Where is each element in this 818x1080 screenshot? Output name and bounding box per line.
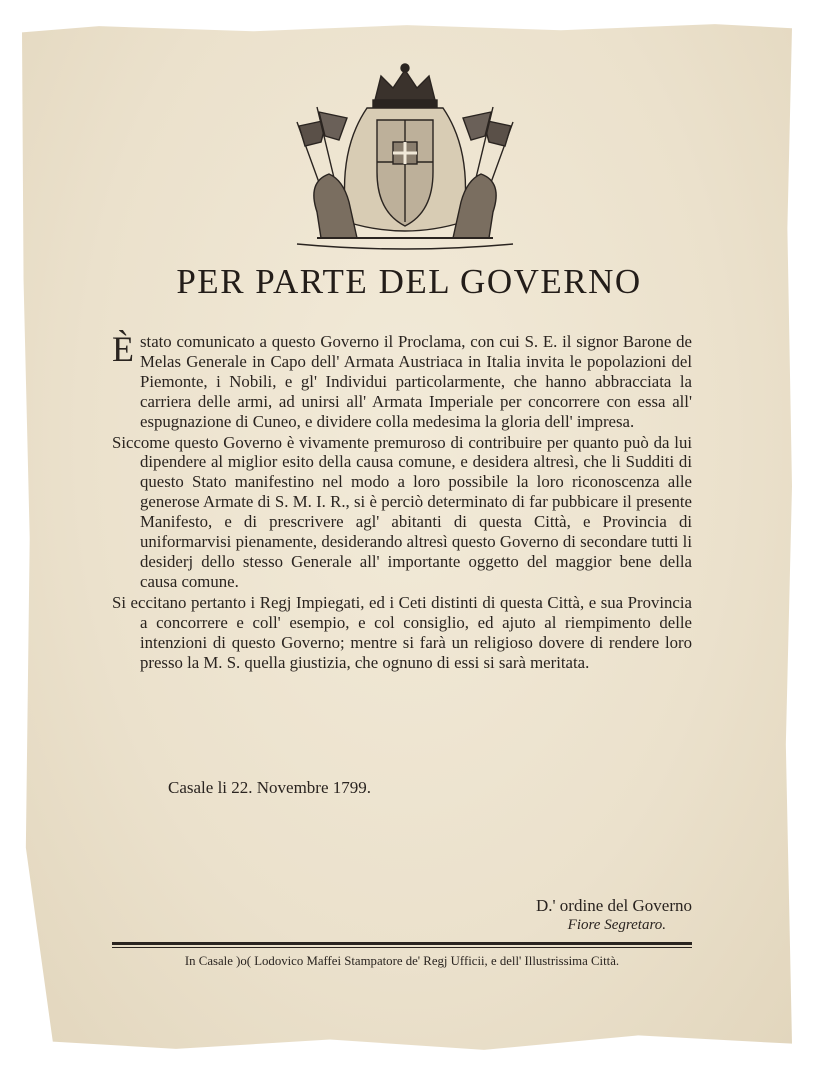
coat-of-arms-icon [277,62,533,252]
divider-rule [112,942,692,945]
printer-imprint: In Casale )o( Lodovico Maffei Stampatore de' Regj Ufficii, e dell' Illustrissima Città. [184,954,620,968]
page-title: PER PARTE DEL GOVERNO [176,262,642,301]
date-line: Casale li 22. Novembre 1799. [168,778,372,797]
paragraph-1-text: stato comunicato a questo Governo il Proclama, con cui S. E. il signor Barone de Melas Generale in Capo dell' Armata Austriaca in Italia invita le popolazioni del Piemonte, i Nobili, e gl' Individui particolarmente, che hanno abbracciata la carriera delle armi, ad unirsi all' Armata Imperiale per concorrere con essa all' espugnazione di Cuneo, e dividere colla medesima la gloria dell' impresa. [140,332,692,431]
paragraph-1 [112,329,692,432]
proclamation-body [112,329,692,673]
paragraph-3: Si eccitano pertanto i Regj Impiegati, ed i Ceti distinti di questa Città, e sua Provincia a concorrere e coll' esempio, e col consiglio, ed ajuto al riempimento delle intenzioni di questo Governo; mentre si farà un religioso dovere di rendere loro presso la M. S. quella giustizia, che ognuno di essi si sarà meritata. [112,592,692,672]
divider-rule-thin [112,947,692,948]
secretary-signature: Fiore Segretaro. [567,917,666,933]
order-line: D.' ordine del Governo [535,896,692,915]
paragraph-2: Siccome questo Governo è vivamente premuroso di contribuire per quanto può da lui dipendere al miglior esito della causa comune, e desidera altresì, che li Sudditi di questo Stato manifestino nel modo a loro possibile la loro riconoscenza alle generose Armate di S. M. I. R., si è perciò determinato di far pubbicare il presente Manifesto, e di prescrivere agl' abitanti di questa Città, e Provincia di uniformarvisi pienamente, desiderando altresì questo Governo di secondare tutti li desiderj dello stesso Generale all' importante oggetto del maggior bene della causa comune. [112,432,692,591]
drop-cap: È [112,329,134,369]
